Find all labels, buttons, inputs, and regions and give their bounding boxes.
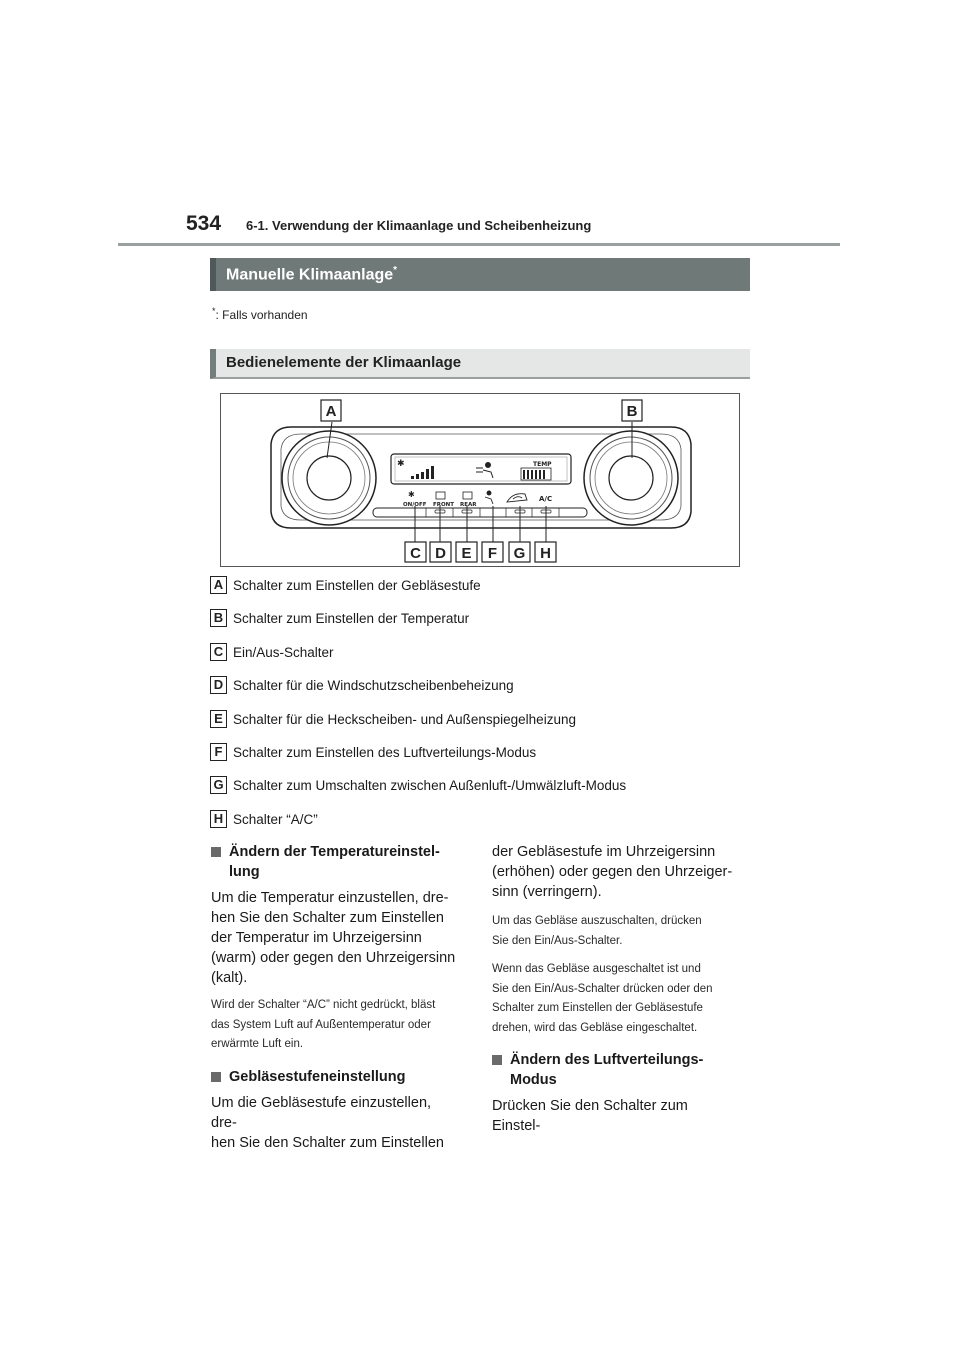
front-defrost-icon [436, 492, 445, 499]
square-bullet-icon [211, 1072, 221, 1082]
legend-text: Schalter für die Windschutzscheibenbeheizung [233, 678, 514, 693]
footnote: *: Falls vorhanden [212, 306, 308, 322]
paragraph: der Gebläsestufe im Uhrzeigersinn (erhöhen) oder gegen den Uhrzeiger- sinn (verringern). [492, 844, 733, 900]
heading-temperature: Ändern der Temperatureinstel- lung [211, 842, 459, 882]
temp-knob-center [609, 456, 653, 500]
running-head: 6-1. Verwendung der Klimaanlage und Scheibenheizung [246, 218, 592, 233]
temp-label: TEMP [533, 461, 552, 468]
control-panel-illustration [221, 394, 739, 566]
legend-letter: F [210, 743, 227, 761]
control-panel-figure [220, 393, 740, 567]
svg-text:C: C [410, 545, 421, 562]
rear-label: REAR [460, 502, 477, 508]
legend-letter: B [210, 609, 227, 627]
fan-symbol-icon: ✱ [397, 459, 405, 469]
section-header [210, 258, 750, 291]
right-column [492, 842, 740, 1144]
legend-text: Schalter zum Umschalten zwischen Außenluft-/Umwälzluft-Modus [233, 778, 627, 793]
fan-symbol-small-icon: ✱ [408, 490, 415, 499]
air-distribution-icon [485, 491, 493, 504]
legend-letter: D [210, 676, 227, 694]
left-column [211, 842, 459, 1161]
subsection-header [210, 349, 750, 379]
svg-text:G: G [513, 545, 526, 562]
legend-text: Ein/Aus-Schalter [233, 645, 334, 660]
paragraph: Um die Gebläsestufe einzustellen, dre- hen Sie den Schalter zum Einstellen [211, 1094, 444, 1151]
footnote-mark: * [393, 265, 398, 276]
svg-text:B: B [626, 403, 638, 420]
svg-text:D: D [435, 545, 446, 562]
rear-defrost-icon [463, 492, 472, 499]
svg-text:H: H [540, 545, 551, 562]
note: Wenn das Gebläse ausgeschaltet ist und Sie den Ein/Aus-Schalter drücken oder den Schalter zum Einstellen der Gebläsestufe drehen, wird das Gebläse eingeschaltet. [492, 963, 713, 1034]
svg-text:F: F [487, 545, 498, 562]
legend-text: Schalter zum Einstellen des Luftverteilungs-Modus [233, 745, 537, 760]
legend-letter: H [210, 810, 227, 828]
header-rule [118, 243, 840, 246]
heading-air-distribution: Ändern des Luftverteilungs- Modus [492, 1050, 740, 1090]
paragraph: Drücken Sie den Schalter zum Einstel- [492, 1098, 688, 1134]
note: Wird der Schalter “A/C” nicht gedrückt, bläst das System Luft auf Außentemperatur oder erwärmte Luft ein. [211, 999, 436, 1050]
legend-letter: C [210, 643, 227, 661]
footnote-mark: * [212, 306, 216, 316]
display-window [391, 454, 571, 484]
svg-text:A: A [325, 403, 337, 420]
recirculation-icon [507, 494, 527, 502]
fan-knob-center [307, 456, 351, 500]
paragraph: Um die Temperatur einzustellen, dre- hen Sie den Schalter zum Einstellen der Temperatur im Uhrzeigersinn (warm) oder gegen den Uhrzeigersinn (kalt). [211, 890, 456, 986]
heading-fan-speed: Gebläsestufeneinstellung [211, 1067, 459, 1087]
legend-letter: E [210, 710, 227, 728]
front-label: FRONT [433, 502, 455, 508]
subsection-title: Bedienelemente der Klimaanlage [226, 354, 462, 371]
legend-text: Schalter “A/C” [233, 812, 318, 827]
ac-label: A/C [539, 495, 553, 503]
svg-text:E: E [461, 545, 472, 562]
on-off-label: ON/OFF [403, 502, 427, 508]
legend-text: Schalter zum Einstellen der Gebläsestufe [233, 578, 481, 593]
legend-letter: A [210, 576, 227, 594]
square-bullet-icon [211, 847, 221, 857]
legend-text: Schalter für die Heckscheiben- und Außenspiegelheizung [233, 712, 576, 727]
page-number: 534 [186, 212, 222, 235]
note: Um das Gebläse auszuschalten, drücken Sie den Ein/Aus-Schalter. [492, 915, 702, 947]
square-bullet-icon [492, 1055, 502, 1065]
section-title: Manuelle Klimaanlage* [226, 265, 398, 284]
legend-letter: G [210, 776, 227, 794]
legend-text: Schalter zum Einstellen der Temperatur [233, 611, 470, 626]
